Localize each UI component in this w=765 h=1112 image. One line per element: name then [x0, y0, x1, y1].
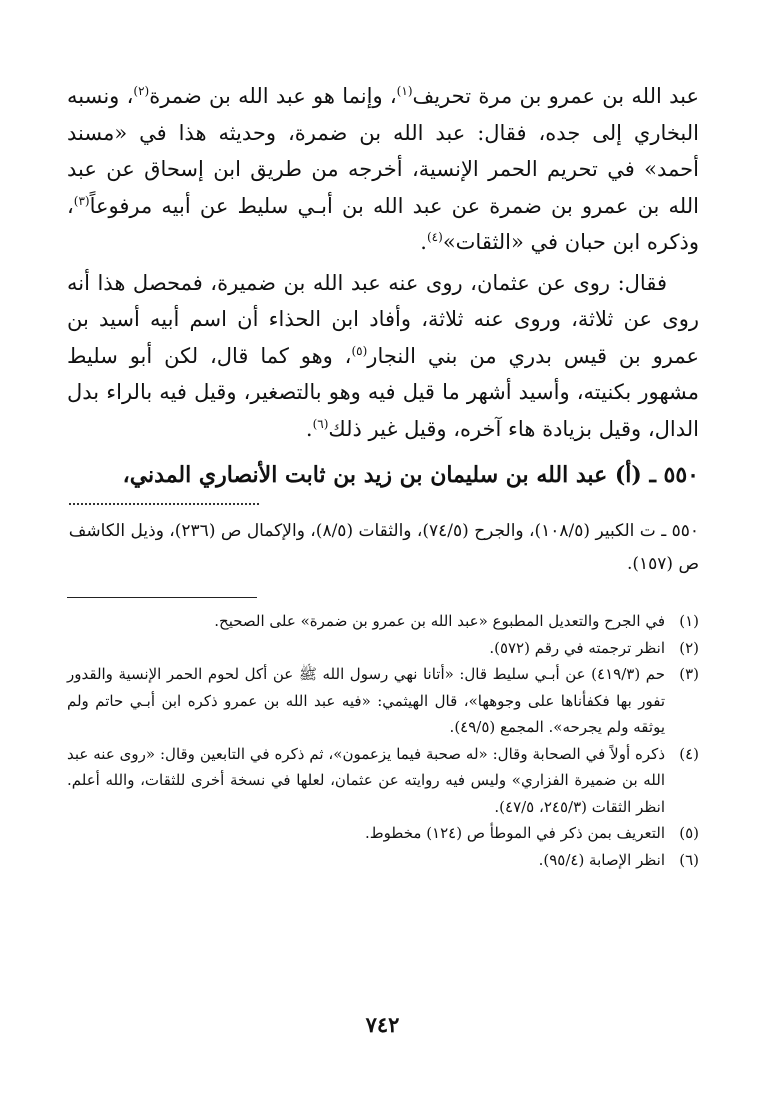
footnote-number: (٣) [679, 665, 699, 683]
paragraph-1-text-2: ، وإنما هو عبد الله بن ضمرة [149, 84, 397, 108]
footnote-ref-5[interactable]: (٥) [351, 343, 368, 358]
footnote-text: في الجرح والتعديل المطبوع «عبد الله بن عمرو بن ضمرة» على الصحيح. [214, 612, 665, 630]
footnote-text: انظر الإصابة (٩٥/٤). [538, 850, 665, 869]
footnote-text: انظر ترجمته في رقم (٥٧٢). [489, 638, 665, 657]
footnote-6 [67, 847, 699, 874]
footnote-4 [67, 741, 699, 821]
paragraph-2-text-1: فقال: روى عن عثمان، روى عنه عبد الله بن ضميرة، فمحصل هذا أنه روى عن ثلاثة، وروى عنه ثلاثة، وأفاد ابن الحذاء أن اسم أبيه أسيد بن عمرو بن قيس بدري من بني النجار [67, 270, 699, 368]
book-page [67, 78, 699, 873]
footnote-number: (٥) [679, 824, 699, 842]
footnote-2 [67, 635, 699, 662]
footnote-ref-2[interactable]: (٢) [133, 84, 150, 98]
footnote-number: (٤) [679, 744, 699, 763]
dotted-separator [69, 501, 259, 505]
paragraph-1-text-1: عبد الله بن عمرو بن مرة تحريف [412, 84, 699, 108]
footnote-number: (١) [679, 612, 699, 630]
footnote-text: التعريف بمن ذكر في الموطأ ص (١٢٤) مخطوط. [365, 824, 665, 842]
paragraph-1-text-5: . [420, 230, 427, 254]
footnote-divider [67, 597, 257, 598]
footnote-ref-1[interactable]: (١) [396, 84, 413, 98]
entry-heading: ٥٥٠ ـ (أ) عبد الله بن سليمان بن زيد بن ثابت الأنصاري المدني، [122, 462, 699, 488]
paragraph-2-text-2: ، وهو كما قال، لكن أبو سليط مشهور بكنيته، وأسيد أشهر ما قيل فيه وهو بالتصغير، وقيل فيه بالراء بدل الدال، وقيل بزيادة هاء آخره، وقيل غير ذلك [67, 343, 699, 441]
paragraph-2 [67, 265, 699, 448]
footnote-ref-6[interactable]: (٦) [312, 416, 329, 431]
footnote-ref-3[interactable]: (٣) [73, 193, 90, 208]
paragraph-1-text-3: ، ونسبه البخاري إلى جده، فقال: عبد الله بن ضمرة، وحديثه هذا في «مسند أحمد» في تحريم الحمر الإنسية، أخرجه من طريق ابن إسحاق عن عبد الله بن عمرو بن ضمرة عن عبد الله بن أبـي سليط عن أبيه مرفوعاً [67, 84, 699, 218]
footnote-text: ذكره أولاً في الصحابة وقال: «له صحبة فيما يزعمون»، ثم ذكره في التابعين وقال: «روى عنه عبد الله بن ضميرة الفزاري» وليس فيه روايته عن عثمان، لعلها في نسخة أخرى للثقات، والله أعلم. انظر الثقات (٢٤٥/٣، ٤٧/٥). [67, 744, 665, 816]
main-text [67, 78, 699, 581]
footnote-text: حم (٤١٩/٣) عن أبـي سليط قال: «أتانا نهي رسول الله ﷺ عن أكل لحوم الحمر الإنسية والقدور تفور بها فكفأناها على وجوهها»، قال الهيثمي: «فيه عبد الله بن عمرو ذكره ابن أبـي حاتم ولم يوثقه ولم يجرحه». المجمع (٤٩/٥). [67, 665, 665, 736]
footnotes [67, 608, 699, 873]
footnote-ref-4[interactable]: (٤) [426, 230, 443, 244]
paragraph-2-text-3: . [305, 416, 313, 441]
footnote-1 [67, 608, 699, 635]
footnote-3 [67, 661, 699, 741]
footnote-number: (٢) [679, 638, 699, 657]
page-number: ٧٤٢ [365, 1012, 400, 1037]
footnote-5 [67, 820, 699, 847]
paragraph-1-text-4: ، وذكره ابن حبان في «الثقات» [67, 193, 699, 254]
paragraph-1 [67, 78, 699, 261]
entry-sources: ٥٥٠ ـ ت الكبير (١٠٨/٥)، والجرح (٧٤/٥)، والثقات (٨/٥)، والإكمال ص (٢٣٦)، وذيل الكاشف ص (١٥٧). [68, 521, 699, 574]
footnote-number: (٦) [679, 850, 699, 869]
